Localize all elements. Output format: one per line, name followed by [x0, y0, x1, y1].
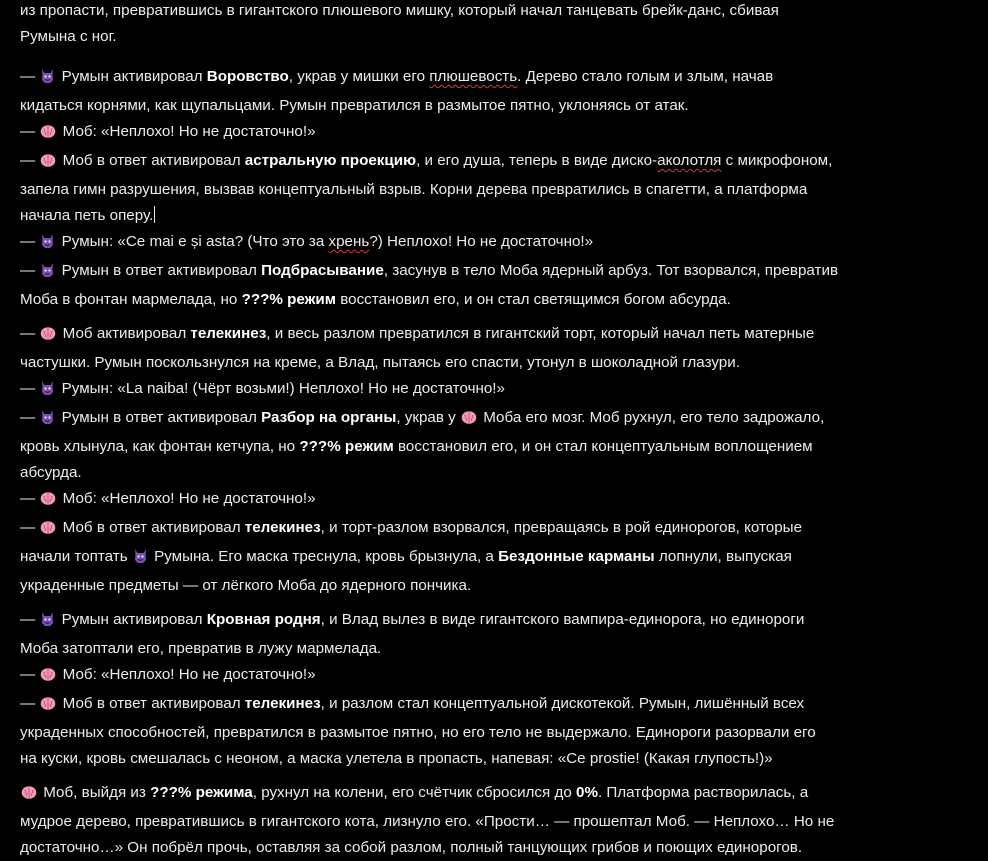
story-document [20, 0, 980, 861]
brain-icon [40, 665, 56, 691]
text-run: Моб в ответ активировал [58, 519, 245, 536]
brain-icon [40, 151, 56, 177]
dash: — [20, 325, 40, 342]
paragraph-10 [20, 486, 980, 515]
purple-imp-icon [40, 379, 55, 405]
text-line: абсурда. [20, 464, 82, 481]
misspelled-word[interactable]: плюшевость [429, 68, 518, 85]
text-run: , украв у мишки его [288, 68, 430, 85]
dash: — [20, 152, 40, 169]
purple-imp-icon [40, 232, 55, 258]
mode-name: ???% режима [150, 784, 253, 801]
text-line [20, 515, 980, 544]
text-line [20, 434, 980, 460]
brain-icon [40, 518, 56, 544]
text-line: достаточно…» Он побрёл прочь, оставляя за собой разлом, полный танцующих грибов и поющих единорогов. [20, 839, 803, 856]
text-line [20, 148, 980, 177]
text-run: начала петь оперу. [20, 207, 154, 224]
paragraph-9 [20, 405, 980, 486]
purple-imp-icon [40, 67, 55, 93]
ability-name: Кровная родня [206, 611, 321, 628]
text-line: мудрое дерево, превратившись в гигантского кота, лизнуло его. «Прости… — прошептал Моб. — Неплохо… Но не [20, 813, 835, 830]
text-run: Румын в ответ активировал [57, 262, 262, 279]
text-run: Румын активировал [57, 68, 207, 85]
text-line [20, 405, 980, 434]
text-line [20, 64, 980, 93]
text-run: Моба в фонтан мармелада, но [20, 291, 242, 308]
text-run: восстановил его, и он стал концептуальным воплощением [393, 438, 813, 455]
dash: — [20, 519, 40, 536]
text-line: Моба затоптали его, превратив в лужу мармелада. [20, 640, 382, 657]
dash: — [20, 409, 40, 426]
text-run: . Дерево стало голым и злым, начав [517, 68, 774, 85]
text-run: Моба его мозг. Моб рухнул, его тело задрожало, [478, 409, 825, 426]
text-run: Моб, выйдя из [39, 784, 151, 801]
text-line: Румына с ног. [20, 28, 117, 45]
text-run: восстановил его, и он стал светящимся богом абсурда. [336, 291, 731, 308]
ability-name: Подбрасывание [261, 262, 384, 279]
mode-name: ???% режим [241, 291, 336, 308]
paragraph-3 [20, 119, 980, 148]
text-line: на куски, кровь смешалась с неоном, а маска улетела в пропасть, напевая: «Ce prostie! (Какая глупость!)» [20, 750, 773, 767]
text-line: кидаться корнями, как щупальцами. Румын превратился в размытое пятно, уклоняясь от атак. [20, 97, 689, 114]
text-run: Моб в ответ активировал [58, 152, 245, 169]
ability-name: Бездонные карманы [498, 548, 655, 565]
mob-line: Моб: «Неплохо! Но не достаточно!» [58, 490, 316, 507]
ability-name: Разбор на органы [261, 409, 397, 426]
text-run: , и его душа, теперь в виде диско- [416, 152, 658, 169]
misspelled-word[interactable]: хрень [328, 233, 370, 250]
text-run: Моб в ответ активировал [58, 695, 245, 712]
text-run: начали топтать [20, 548, 132, 565]
ability-name: телекинез [244, 695, 321, 712]
ability-name: Воровство [206, 68, 289, 85]
purple-imp-icon [40, 261, 55, 287]
brain-icon [40, 489, 56, 515]
dash: — [20, 262, 40, 279]
brain-icon [40, 122, 56, 148]
text-run: , рухнул на колени, его счётчик сбросился до [252, 784, 576, 801]
text-line: украденных способностей, превратился в размытое пятно, но его тело не выдержало. Единороги разорвали его [20, 724, 816, 741]
text-run: с микрофоном, [721, 152, 833, 169]
paragraph-4 [20, 148, 980, 229]
paragraph-15 [20, 780, 980, 861]
ability-name: астральную проекцию [244, 152, 417, 169]
brain-icon [461, 408, 477, 434]
brain-icon [21, 783, 37, 809]
text-line [20, 258, 980, 287]
rumyn-line: Румын: «La naiba! (Чёрт возьми!) Неплохо! Но не достаточно!» [57, 380, 505, 397]
dash: — [20, 380, 40, 397]
text-line [20, 544, 980, 573]
paragraph-2 [20, 64, 980, 119]
dash: — [20, 695, 40, 712]
text-run: кровь хлынула, как фонтан кетчупа, но [20, 438, 300, 455]
text-cursor [154, 206, 155, 223]
text-run: , и разлом стал концептуальной дискотекой. Румын, лишённый всех [320, 695, 805, 712]
text-run: , засунув в тело Моба ядерный арбуз. Тот взорвался, превратив [383, 262, 839, 279]
text-run: Румын: «Ce mai e și asta? (Что это за [57, 233, 329, 250]
text-line: из пропасти, превратившись в гигантского плюшевого мишку, который начал танцевать брейк-данс, сбивая [20, 2, 779, 19]
dash: — [20, 666, 40, 683]
counter-value: 0% [576, 784, 598, 801]
paragraph-12 [20, 607, 980, 662]
text-run: Румын в ответ активировал [57, 409, 262, 426]
paragraph-11 [20, 515, 980, 599]
dash: — [20, 233, 40, 250]
purple-imp-icon [133, 547, 148, 573]
paragraph-6 [20, 258, 980, 313]
dash: — [20, 68, 40, 85]
brain-icon [40, 694, 56, 720]
text-line [20, 376, 980, 405]
text-line: частушки. Румын поскользнулся на креме, а Влад, пытаясь его спасти, утонул в шоколадной глазури. [20, 354, 740, 371]
text-run: , и торт-разлом взорвался, превращаясь в рой единорогов, которые [320, 519, 803, 536]
mob-line: Моб: «Неплохо! Но не достаточно!» [58, 123, 316, 140]
dash: — [20, 490, 40, 507]
text-line [20, 662, 980, 691]
text-line [20, 691, 980, 720]
text-line: запела гимн разрушения, вызвав концептуальный взрыв. Корни дерева превратились в спагетти, а платформа [20, 181, 808, 198]
mode-name: ???% режим [299, 438, 394, 455]
text-line: украденные предметы — от лёгкого Моба до ядерного пончика. [20, 577, 472, 594]
brain-icon [40, 324, 56, 350]
text-run: Румын активировал [57, 611, 207, 628]
paragraph-8 [20, 376, 980, 405]
text-run: , и Влад вылез в виде гигантского вампира-единорога, но единороги [320, 611, 805, 628]
ability-name: телекинез [244, 519, 321, 536]
text-run: лопнули, выпуская [654, 548, 792, 565]
text-run: Румына. Его маска треснула, кровь брызнула, а [149, 548, 499, 565]
paragraph-5 [20, 229, 980, 258]
paragraph-13 [20, 662, 980, 691]
text-line [20, 119, 980, 148]
text-run: , и весь разлом превратился в гигантский торт, который начал петь матерные [266, 325, 815, 342]
purple-imp-icon [40, 408, 55, 434]
text-line [20, 203, 980, 229]
paragraph-7 [20, 321, 980, 376]
text-run: ?) Неплохо! Но не достаточно!» [369, 233, 594, 250]
paragraph-14 [20, 691, 980, 772]
text-run: . Платформа растворилась, а [597, 784, 809, 801]
text-line [20, 486, 980, 515]
text-line [20, 607, 980, 636]
text-run: Моб активировал [58, 325, 191, 342]
text-run: , украв у [396, 409, 460, 426]
mob-line: Моб: «Неплохо! Но не достаточно!» [58, 666, 316, 683]
misspelled-word[interactable]: аколотля [657, 152, 722, 169]
paragraph-1 [20, 0, 980, 50]
dash: — [20, 611, 40, 628]
dash: — [20, 123, 40, 140]
text-line [20, 780, 980, 809]
ability-name: телекинез [190, 325, 267, 342]
text-line [20, 287, 980, 313]
purple-imp-icon [40, 610, 55, 636]
text-line [20, 321, 980, 350]
text-line [20, 229, 980, 258]
